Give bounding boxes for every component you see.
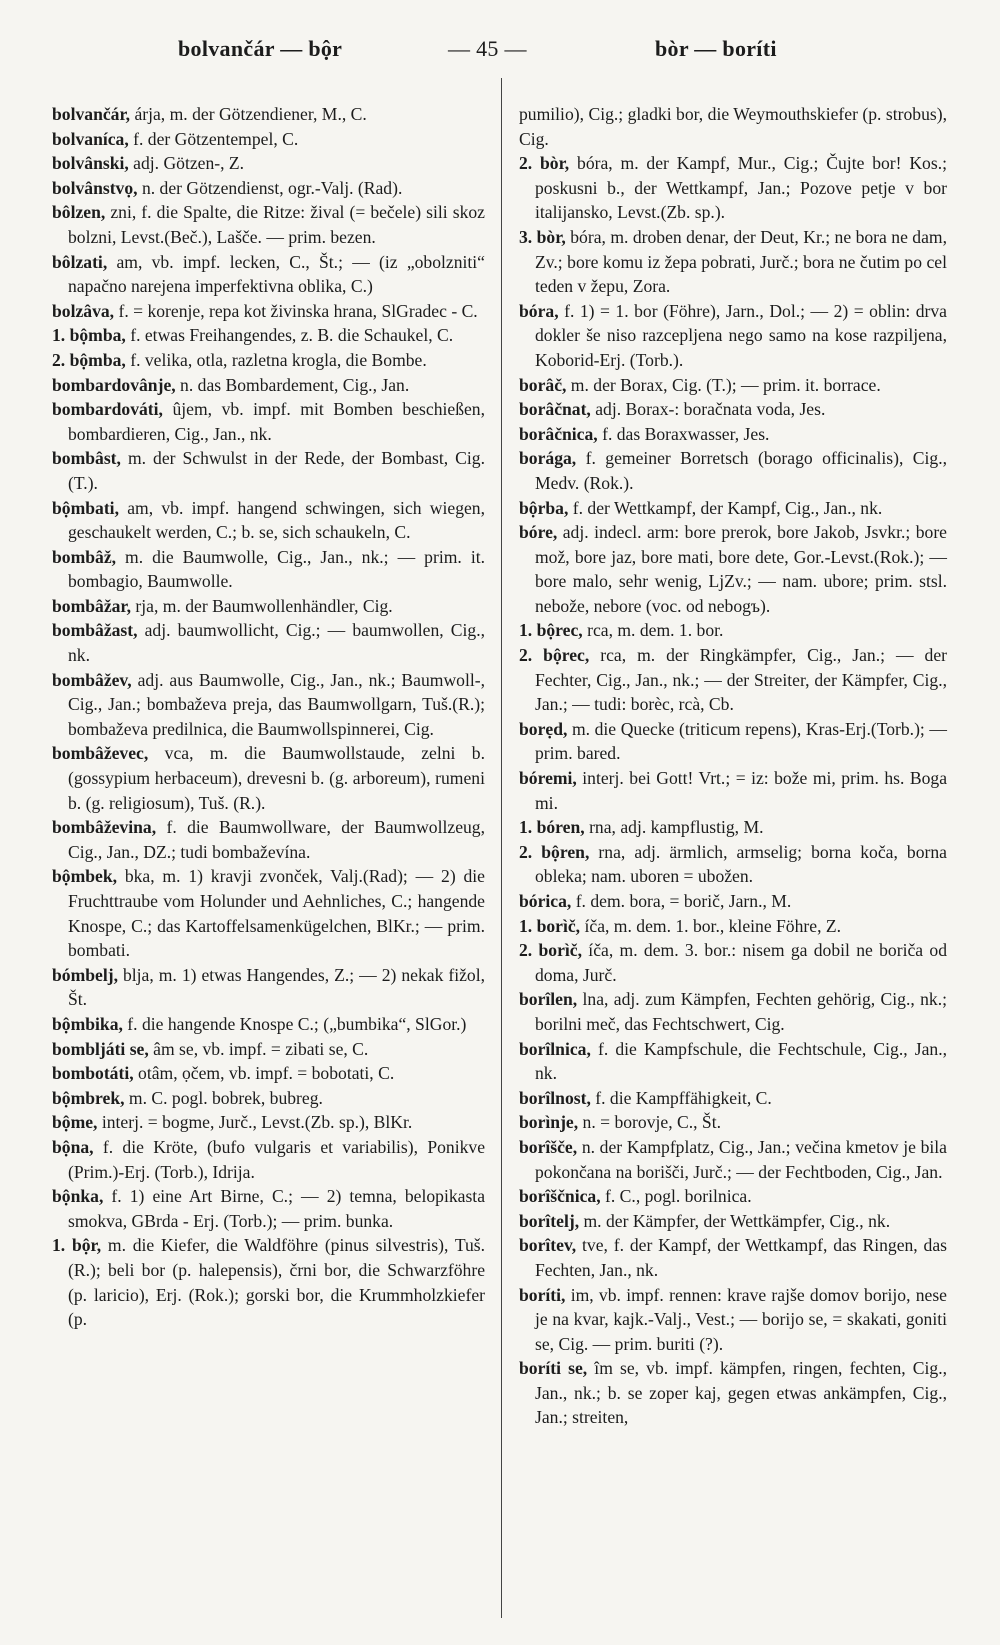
entry-definition: bóra, m. der Kampf, Mur., Cig.; Čujte bor! Kos.; poskusni b., der Wettkampf, Jan.; Pozove petje v bor italijansko, Levst.(Zb. sp.). [535, 153, 947, 223]
entry-definition: f. velika, otla, razletna krogla, die Bombe. [125, 349, 427, 370]
entry-headword: bộrba, [519, 497, 569, 518]
entry-definition: m. der Schwulst in der Rede, der Bombast, Cig. (T.). [68, 448, 485, 493]
dictionary-entry [52, 618, 485, 667]
entry-definition: âm se, vb. impf. = zibati se, C. [148, 1038, 369, 1059]
entry-definition: m. der Kämpfer, der Wettkämpfer, Cig., nk. [579, 1210, 891, 1231]
entry-headword: bombâžev, [52, 669, 132, 690]
entry-definition: rna, adj. kampflustig, M. [584, 817, 764, 838]
entry-headword: 1. borìč, [519, 915, 581, 936]
dictionary-entry [52, 1110, 485, 1135]
entry-definition: rca, m. dem. 1. bor. [582, 620, 724, 641]
left-column [52, 102, 485, 1332]
dictionary-entry [52, 250, 485, 299]
entry-definition: interj. bei Gott! Vrt.; = iz: bože mi, prim. hs. Boga mi. [535, 768, 947, 813]
dictionary-entry [52, 963, 485, 1012]
dictionary-entry [52, 815, 485, 864]
dictionary-entry [52, 348, 485, 373]
dictionary-entry [519, 299, 947, 373]
entry-headword: boríti, [519, 1284, 566, 1305]
entry-definition: m. C. pogl. bobrek, bubreg. [124, 1087, 323, 1108]
entry-definition: f. etwas Freihangendes, z. B. die Schaukel, C. [125, 325, 454, 346]
dictionary-entry [519, 1110, 947, 1135]
entry-headword: bộmbati, [52, 497, 119, 518]
entry-definition: m. die Baumwolle, Cig., Jan., nk.; — prim. it. bombagio, Baumwolle. [68, 546, 485, 592]
dictionary-entry [52, 323, 485, 348]
entry-headword: borâč, [519, 374, 567, 395]
dictionary-entry [519, 840, 947, 889]
entry-definition: zni, f. die Spalte, die Ritze: žival (= bečele) sili skoz bolzni, Levst.(Beč.), Lašče. — prim. bezen. [68, 202, 485, 247]
entry-headword: bombâž, [52, 546, 117, 567]
entry-headword: borîlnost, [519, 1087, 591, 1108]
entry-definition: ûjem, vb. impf. mit Bomben beschießen, bombardieren, Cig., Jan., nk. [68, 399, 485, 444]
entry-headword: bóre, [519, 522, 558, 543]
entry-headword: 2. bộmba, [52, 349, 126, 370]
entry-headword: borẹd, [519, 718, 568, 739]
dictionary-entry [52, 1184, 485, 1233]
entry-headword: borîtelj, [519, 1210, 580, 1231]
entry-headword: 2. borìč, [519, 940, 582, 961]
header-left-guideword: bolvančár — bộr [178, 36, 343, 61]
entry-definition: pumilio), Cig.; gladki bor, die Weymouthskiefer (p. strobus), Cig. [519, 104, 947, 149]
entry-headword: bombâžar, [52, 595, 132, 616]
entry-headword: borîlen, [519, 989, 578, 1010]
dictionary-entry [52, 102, 485, 127]
entry-headword: bolvaníca, [52, 128, 129, 149]
dictionary-entry [519, 446, 947, 495]
entry-headword: bộmbrek, [52, 1087, 125, 1108]
dictionary-entry [519, 618, 947, 643]
entry-definition: íča, m. dem. 3. bor.: nisem ga dobil ne boriča od doma, Jurč. [535, 940, 947, 985]
entry-definition: m. der Borax, Cig. (T.); — prim. it. borrace. [566, 374, 881, 395]
entry-headword: borîščnica, [519, 1186, 601, 1207]
dictionary-entry [52, 668, 485, 742]
entry-definition: f. der Wettkampf, der Kampf, Cig., Jan., nk. [568, 497, 883, 518]
entry-definition: lna, adj. zum Kämpfen, Fechten gehörig, Cig., nk.; borilni meč, das Fechtschwert, Cig. [535, 989, 947, 1034]
header-right-guideword: bòr — boríti [655, 36, 777, 61]
dictionary-entry [52, 1012, 485, 1037]
entry-headword: bombardováti, [52, 399, 163, 420]
entry-definition: f. die Kampffähigkeit, C. [590, 1087, 772, 1108]
entry-headword: borâčnat, [519, 399, 591, 420]
dictionary-entry [52, 1037, 485, 1062]
dictionary-entry [52, 151, 485, 176]
dictionary-entry [519, 1037, 947, 1086]
entry-definition: adj. baumwollicht, Cig.; — baumwollen, Cig., nk. [68, 620, 485, 666]
dictionary-entry [519, 766, 947, 815]
dictionary-entry [52, 446, 485, 495]
dictionary-entry [52, 1086, 485, 1111]
entry-definition: f. die Baumwollware, der Baumwollzeug, Cig., Jan., DZ.; tudi bombaževína. [68, 817, 485, 862]
entry-headword: bóremi, [519, 768, 577, 789]
entry-headword: bombardovânje, [52, 374, 176, 395]
entry-headword: bộmbek, [52, 866, 118, 887]
entry-definition: adj. aus Baumwolle, Cig., Jan., nk.; Baumwoll-, Cig., Jan.; bombaževa preja, das Baumwollgarn, Tuš.(R.); bombaževa predilnica, die Baumwollspinnerei, Cig. [68, 669, 485, 739]
dictionary-entry [52, 127, 485, 152]
dictionary-entry [519, 151, 947, 225]
entry-headword: bombâževina, [52, 817, 157, 838]
entry-headword: 1. bộr, [52, 1235, 102, 1256]
dictionary-entry [519, 643, 947, 717]
entry-headword: bộnka, [52, 1186, 104, 1207]
entry-definition: adj. Borax-: boračnata voda, Jes. [590, 399, 826, 420]
entry-definition: adj. indecl. arm: bore prerok, bore Jakob, Jsvkr.; bore mož, bore jaz, bore mati, bore dete, Gor.-Levst.(Rok.); — bore malo, sehr wenig, LjZv.; — nam. ubore; prim. stsl. nebože, nebore (voc. od nebogъ). [535, 522, 947, 616]
entry-definition: am, vb. impf. hangend schwingen, sich wiegen, geschaukelt werden, C.; b. se, sich schaukeln, C. [68, 497, 485, 543]
entry-definition: rna, adj. ärmlich, armselig; borna koča, borna obleka; nam. uboren = ubožen. [535, 841, 947, 887]
dictionary-entry [52, 397, 485, 446]
column-divider [501, 78, 502, 1618]
entry-headword: bolvânski, [52, 153, 129, 174]
entry-headword: 1. bóren, [519, 817, 585, 838]
dictionary-entry [519, 397, 947, 422]
entry-definition: n. der Götzendienst, ogr.-Valj. (Rad). [137, 177, 403, 198]
entry-definition: am, vb. impf. lecken, C., Št.; — (iz „obolzniti“ napačno narejena imperfektivna oblika, C.) [68, 251, 485, 297]
entry-headword: bolzâva, [52, 300, 115, 321]
entry-headword: 2. bộren, [519, 841, 590, 862]
entry-headword: bóra, [519, 300, 559, 321]
dictionary-entry [52, 1233, 485, 1331]
entry-definition: f. das Boraxwasser, Jes. [597, 423, 770, 444]
entry-definition: rja, m. der Baumwollenhändler, Cig. [131, 595, 393, 616]
entry-headword: borâčnica, [519, 423, 598, 444]
dictionary-entry [519, 102, 947, 151]
entry-headword: bolvančár, [52, 104, 131, 124]
dictionary-entry [519, 717, 947, 766]
entry-definition: f. dem. bora, = borič, Jarn., M. [571, 891, 792, 911]
entry-headword: borága, [519, 448, 577, 469]
entry-headword: bộna, [52, 1136, 94, 1157]
dictionary-entry [52, 299, 485, 324]
entry-headword: bôlzati, [52, 251, 108, 272]
entry-headword: 2. bộrec, [519, 645, 590, 666]
entry-headword: borîtev, [519, 1235, 577, 1256]
dictionary-entry [519, 1233, 947, 1282]
dictionary-entry [52, 373, 485, 398]
entry-definition: bóra, m. droben denar, der Deut, Kr.; ne bora ne dam, Zv.; bore komu iz žepa pobrati, Jurč.; bora ne čutim po cel teden v žepu, Zora. [535, 226, 947, 297]
entry-definition: interj. = bogme, Jurč., Levst.(Zb. sp.), BlKr. [97, 1112, 413, 1133]
dictionary-entry [52, 594, 485, 619]
entry-headword: boríti se, [519, 1358, 588, 1379]
dictionary-entry [519, 520, 947, 618]
entry-definition: f. der Götzentempel, C. [128, 128, 299, 149]
entry-headword: 3. bòr, [519, 226, 566, 247]
dictionary-entry [519, 938, 947, 987]
dictionary-entry [52, 1135, 485, 1184]
dictionary-entry [519, 422, 947, 447]
entry-definition: im, vb. impf. rennen: krave rajše domov borijo, nese je na kvar, kajk.-Valj., Vest.; — borijo se, = skakati, goniti se, Cig. — prim. buriti (?). [535, 1284, 947, 1354]
dictionary-entry [52, 1061, 485, 1086]
page-number: — 45 — [448, 36, 527, 61]
entry-headword: borîšče, [519, 1136, 578, 1157]
dictionary-entry [519, 1135, 947, 1184]
entry-definition: m. die Quecke (triticum repens), Kras-Erj.(Torb.); — prim. bared. [535, 718, 947, 764]
entry-definition: íča, m. dem. 1. bor., kleine Föhre, Z. [580, 915, 842, 936]
entry-definition: f. die Kröte, (bufo vulgaris et variabilis), Ponikve (Prim.)-Erj. (Torb.), Idrija. [68, 1136, 485, 1182]
page-header [0, 28, 1000, 68]
entry-definition: n. der Kampfplatz, Cig., Jan.; večina kmetov je bila pokončana na borišči, Jurč.; — der Fechtboden, Cig., Jan. [535, 1136, 947, 1182]
entry-headword: bộme, [52, 1112, 98, 1133]
entry-definition: f. C., pogl. borilnica. [600, 1186, 752, 1207]
dictionary-entry [52, 864, 485, 962]
entry-definition: rca, m. der Ringkämpfer, Cig., Jan.; — der Fechter, Cig., Jan., nk.; — der Streiter, der Kämpfer, Cig., Jan.; — tudi: borèc, rcà, Cb. [535, 645, 947, 715]
entry-headword: bombâževec, [52, 743, 149, 764]
dictionary-entry [52, 741, 485, 815]
entry-definition: árja, m. der Götzendiener, M., C. [130, 104, 367, 124]
entry-headword: borìnje, [519, 1112, 579, 1133]
entry-headword: bolvânstvọ, [52, 177, 138, 198]
entry-definition: f. 1) = 1. bor (Föhre), Jarn., Dol.; — 2) = oblin: drva dokler še niso razcepljena nego samo na kose razpiljena, Koborid-Erj. (Torb.). [535, 300, 947, 370]
entry-definition: otâm, ọčem, vb. impf. = bobotati, C. [133, 1063, 395, 1084]
entry-definition: adj. Götzen-, Z. [128, 153, 245, 174]
entry-headword: bombljáti se, [52, 1038, 149, 1059]
dictionary-entry [519, 225, 947, 299]
dictionary-entry [519, 987, 947, 1036]
entry-headword: bộmbika, [52, 1013, 123, 1034]
entry-definition: f. gemeiner Borretsch (borago officinalis), Cig., Medv. (Rok.). [535, 448, 947, 493]
entry-headword: 1. bộrec, [519, 620, 583, 641]
entry-definition: vca, m. die Baumwollstaude, zelni b. (gossypium herbaceum), drevesni b. (g. arboreum), rumeni b. (g. religiosum), Tuš. (R.). [68, 743, 485, 813]
dictionary-entry [519, 1184, 947, 1209]
entry-headword: bombotáti, [52, 1063, 134, 1084]
entry-headword: 1. bộmba, [52, 325, 126, 346]
dictionary-entry [52, 176, 485, 201]
dictionary-entry [519, 889, 947, 914]
entry-definition: n. = borovje, C., Št. [578, 1112, 721, 1133]
entry-definition: f. die Kampfschule, die Fechtschule, Cig., Jan., nk. [535, 1038, 947, 1084]
entry-headword: bómbelj, [52, 964, 118, 985]
dictionary-entry [52, 200, 485, 249]
dictionary-entry [519, 1283, 947, 1357]
entry-definition: n. das Bombardement, Cig., Jan. [175, 374, 410, 395]
dictionary-entry [519, 1086, 947, 1111]
entry-headword: 2. bòr, [519, 153, 570, 174]
entry-definition: f. 1) eine Art Birne, C.; — 2) temna, belopikasta smokva, GBrda - Erj. (Torb.); — prim. bunka. [68, 1186, 485, 1231]
entry-headword: bôlzen, [52, 202, 106, 223]
dictionary-entry [519, 914, 947, 939]
entry-definition: f. = korenje, repa kot živinska hrana, SlGradec - C. [114, 300, 478, 321]
entry-headword: borîlnica, [519, 1038, 591, 1059]
dictionary-entry [519, 373, 947, 398]
dictionary-entry [519, 1209, 947, 1234]
entry-definition: îm se, vb. impf. kämpfen, ringen, fechten, Cig., Jan., nk.; b. se zoper kaj, gegen etwas ankämpfen, Cig., Jan.; streiten, [535, 1358, 947, 1428]
entry-headword: bórica, [519, 891, 572, 911]
dictionary-entry [52, 496, 485, 545]
dictionary-entry [519, 496, 947, 521]
entry-definition: f. die hangende Knospe C.; („bumbika“, SlGor.) [122, 1013, 467, 1034]
entry-definition: blja, m. 1) etwas Hangendes, Z.; — 2) nekak fižol, Št. [68, 964, 485, 1010]
entry-definition: bka, m. 1) kravji zvonček, Valj.(Rad); — 2) die Fruchttraube vom Holunder und Aehnliches, C.; hangende Knospe, C.; das Kartoffelsamenkügelchen, BlKr.; — prim. bombati. [68, 866, 485, 961]
dictionary-entry [519, 1356, 947, 1430]
dictionary-entry [519, 815, 947, 840]
right-column [519, 102, 947, 1430]
entry-headword: bombâžast, [52, 620, 138, 641]
entry-headword: bombâst, [52, 448, 121, 469]
entry-definition: m. die Kiefer, die Waldföhre (pinus silvestris), Tuš. (R.); beli bor (p. halepensis), črni bor, die Schwarzföhre (p. laricio), Erj. (Rok.); gorski bor, die Krummholzkiefer (p. [68, 1235, 485, 1330]
dictionary-entry [52, 545, 485, 594]
entry-definition: tve, f. der Kampf, der Wettkampf, das Ringen, das Fechten, Jan., nk. [535, 1235, 947, 1280]
